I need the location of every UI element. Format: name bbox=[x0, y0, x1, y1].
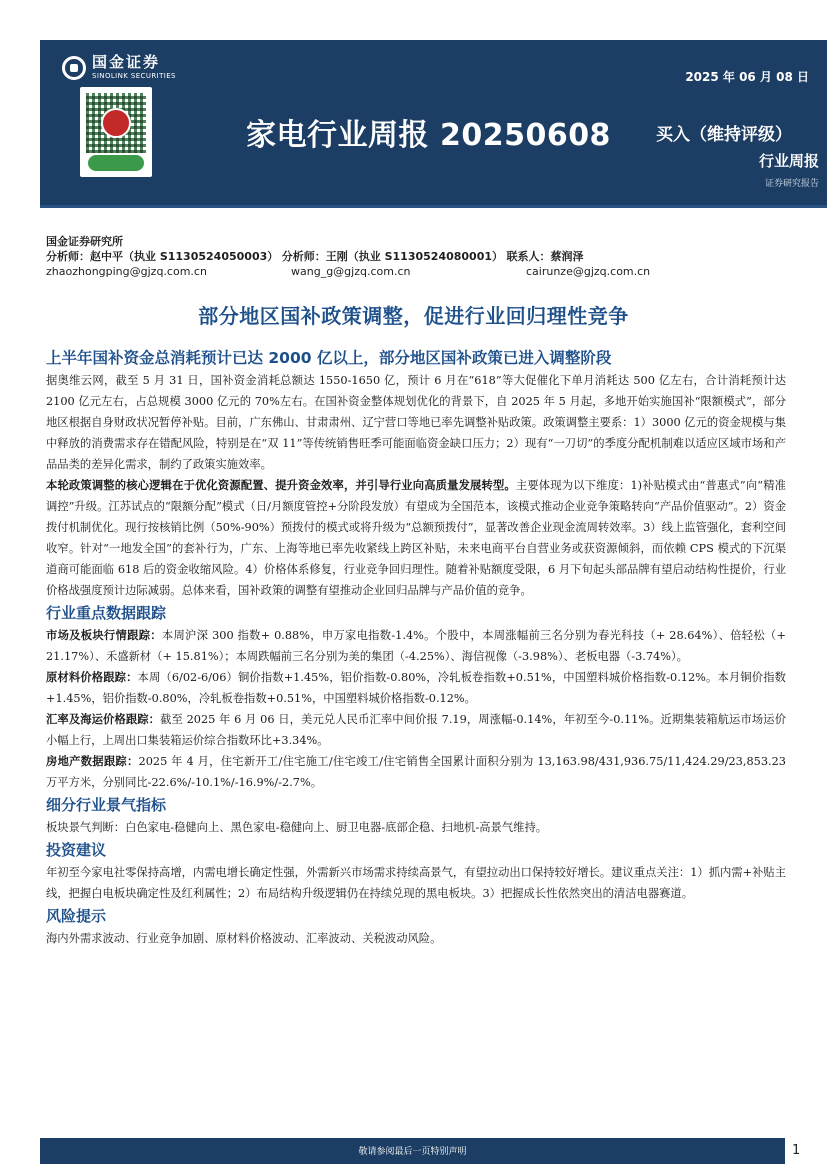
email-link[interactable]: wang_g@gjzq.com.cn bbox=[291, 265, 411, 278]
analyst-info bbox=[46, 234, 786, 281]
paragraph: 据奥维云网，截至 5 月 31 日，国补资金消耗总额达 1550-1650 亿，预计 6 月在“618”等大促催化下单月消耗达 500 亿左右，合计消耗预计达 2100 亿元左右，占总规模 3000 亿元的 70%左右。在国补资金整体规划优化的背景下，自 2025 年 5 月起，多地开始实施国补“限额模式”，部分地区根据自身财政状况暂停补贴。目前，广东佛山、甘肃肃州、辽宁营口等地已率先调整补贴政策。政策调整主要系：1）3000 亿元的资金规模与集中释放的消费需求存在错配风险，特别是在“双 11”等传统销售旺季可能面临资金缺口压力；2）现有“一刀切”的季度分配机制难以适应区域市场和产品品类的差异化需求，制约了政策实施效率。 bbox=[46, 374, 786, 471]
section-title: 行业重点数据跟踪 bbox=[46, 604, 167, 622]
report-header-banner bbox=[40, 40, 827, 208]
analyst-line bbox=[46, 249, 786, 264]
qr-code-icon bbox=[80, 87, 152, 177]
report-headline: 部分地区国补政策调整，促进行业回归理性竞争 bbox=[198, 304, 629, 328]
report-type: 行业周报 bbox=[758, 152, 819, 170]
paragraph: 年初至今家电社零保持高增，内需电增长确定性强，外需新兴市场需求持续高景气，有望拉动出口保持较好增长。建议重点关注：1）抓内需+补贴主线，把握白电板块确定性及红利属性；2）布局结构升级逻辑仍在持续兑现的黑电板块。3）把握成长性依然突出的清洁电器赛道。 bbox=[46, 866, 786, 900]
paragraph bbox=[46, 625, 786, 667]
emphasis-text: 本轮政策调整的核心逻辑在于优化资源配置、提升资金效率，并引导行业向高质量发展转型。 bbox=[46, 479, 516, 492]
paragraph: 海内外需求波动、行业竞争加剧、原材料价格波动、汇率波动、关税波动风险。 bbox=[46, 932, 442, 945]
report-title: 家电行业周报 20250608 bbox=[246, 118, 611, 153]
item-label: 原材料价格跟踪： bbox=[46, 671, 138, 684]
analyst-emails bbox=[46, 265, 786, 281]
section-title: 细分行业景气指标 bbox=[46, 796, 167, 814]
report-date: 2025 年 06 月 08 日 bbox=[685, 70, 809, 84]
paragraph-text: 主要体现为以下维度：1)补贴模式由“普惠式”向“精准调控”升级。江苏试点的“限额分配”模式（日/月额度管控+分阶段发放）有望成为全国范本，该模式推动企业竞争策略转向“产品价值驱动”。2）资金拨付机制优化。现行按核销比例（50%-90%）预拨付的模式或将升级为“总额预拨付”，显著改善企业现金流周转效率。3）线上监管强化，套利空间收窄。针对“一地发全国”的套补行为，广东、上海等地已率先收紧线上跨区补贴，未来电商平台自营业务或获资源倾斜，而依赖 CPS 模式的下沉渠道商可能面临 618 后的资金收缩风险。4）价格体系修复，行业竞争回归理性。随着补贴额度受限，6 月下旬起头部品牌有望启动结构性提价，行业价格战强度预计边际减弱。总体来看，国补政策的调整有望推动企业回归品牌与产品价值的竞争。 bbox=[46, 479, 786, 597]
footer-bar bbox=[40, 1138, 785, 1164]
analyst-license: （执业 S1130524050003） bbox=[123, 250, 279, 263]
paragraph bbox=[46, 475, 786, 601]
paragraph-text: 本周（6/02-6/06）铜价指数+1.45%，铝价指数-0.80%，冷轧板卷指数+0.51%，中国塑料城价格指数-0.12%。本月铜价指数+1.45%，铝价指数-0.80%，冷轧板卷指数+0.51%，中国塑料城价格指数-0.12%。 bbox=[46, 671, 786, 705]
paragraph bbox=[46, 667, 786, 709]
paragraph bbox=[46, 709, 786, 751]
analyst-name: 赵中平 bbox=[90, 250, 123, 263]
investment-rating: 买入（维持评级） bbox=[656, 125, 792, 145]
report-category: 证券研究报告 bbox=[764, 179, 819, 189]
company-logo bbox=[62, 54, 176, 81]
item-label: 汇率及海运价格跟踪： bbox=[46, 713, 161, 726]
email-link[interactable]: cairunze@gjzq.com.cn bbox=[526, 265, 651, 278]
section-title: 风险提示 bbox=[46, 907, 107, 925]
paragraph-text: 2025 年 4 月，住宅新开工/住宅施工/住宅竣工/住宅销售全国累计面积分别为 13,163.98/431,936.75/11,424.29/23,853.23 万平方米，分别同比-22.6%/-10.1%/-16.9%/-2.7%。 bbox=[46, 755, 786, 789]
logo-name-cn: 国金证券 bbox=[92, 53, 161, 71]
paragraph bbox=[46, 751, 786, 793]
item-label: 市场及板块行情跟踪： bbox=[46, 629, 162, 642]
page-number: 1 bbox=[792, 1143, 801, 1158]
report-body bbox=[46, 348, 786, 949]
institute-name: 国金证券研究所 bbox=[46, 235, 123, 248]
logo-name-en: SINOLINK SECURITIES bbox=[92, 72, 176, 80]
analyst-label: 分析师： bbox=[281, 250, 326, 263]
item-label: 房地产数据跟踪： bbox=[46, 755, 139, 768]
footer-disclaimer: 敬请参阅最后一页特别声明 bbox=[358, 1147, 467, 1157]
sinolink-logo-icon bbox=[62, 56, 86, 80]
analyst-name: 王刚 bbox=[325, 250, 348, 263]
analyst-label: 分析师： bbox=[46, 250, 90, 263]
contact-label: 联系人： bbox=[506, 250, 551, 263]
paragraph: 板块景气判断：白色家电-稳健向上、黑色家电-稳健向上、厨卫电器-底部企稳、扫地机-高景气维持。 bbox=[46, 821, 548, 834]
contact-name: 蔡润泽 bbox=[550, 250, 584, 263]
section-title: 投资建议 bbox=[46, 841, 107, 859]
section-title: 上半年国补资金总消耗预计已达 2000 亿以上，部分地区国补政策已进入调整阶段 bbox=[46, 349, 612, 367]
analyst-license: （执业 S1130524080001） bbox=[347, 250, 504, 263]
paragraph-text: 截至 2025 年 6 月 06 日，美元兑人民币汇率中间价报 7.19，周涨幅-0.14%，年初至今-0.11%。近期集装箱航运市场运价小幅上行，上周出口集装箱运价综合指数环比+3.34%。 bbox=[46, 713, 786, 747]
email-link[interactable]: zhaozhongping@gjzq.com.cn bbox=[46, 265, 207, 278]
paragraph-text: 本周沪深 300 指数+ 0.88%，申万家电指数-1.4%。个股中，本周涨幅前三名分别为春光科技（+ 28.64%）、倍轻松（+ 21.17%）、禾盛新材（+ 15.81%）；本周跌幅前三名分别为美的集团（-4.25%）、海信视像（-3.98%）、老板电器（-3.74%）。 bbox=[46, 629, 786, 663]
